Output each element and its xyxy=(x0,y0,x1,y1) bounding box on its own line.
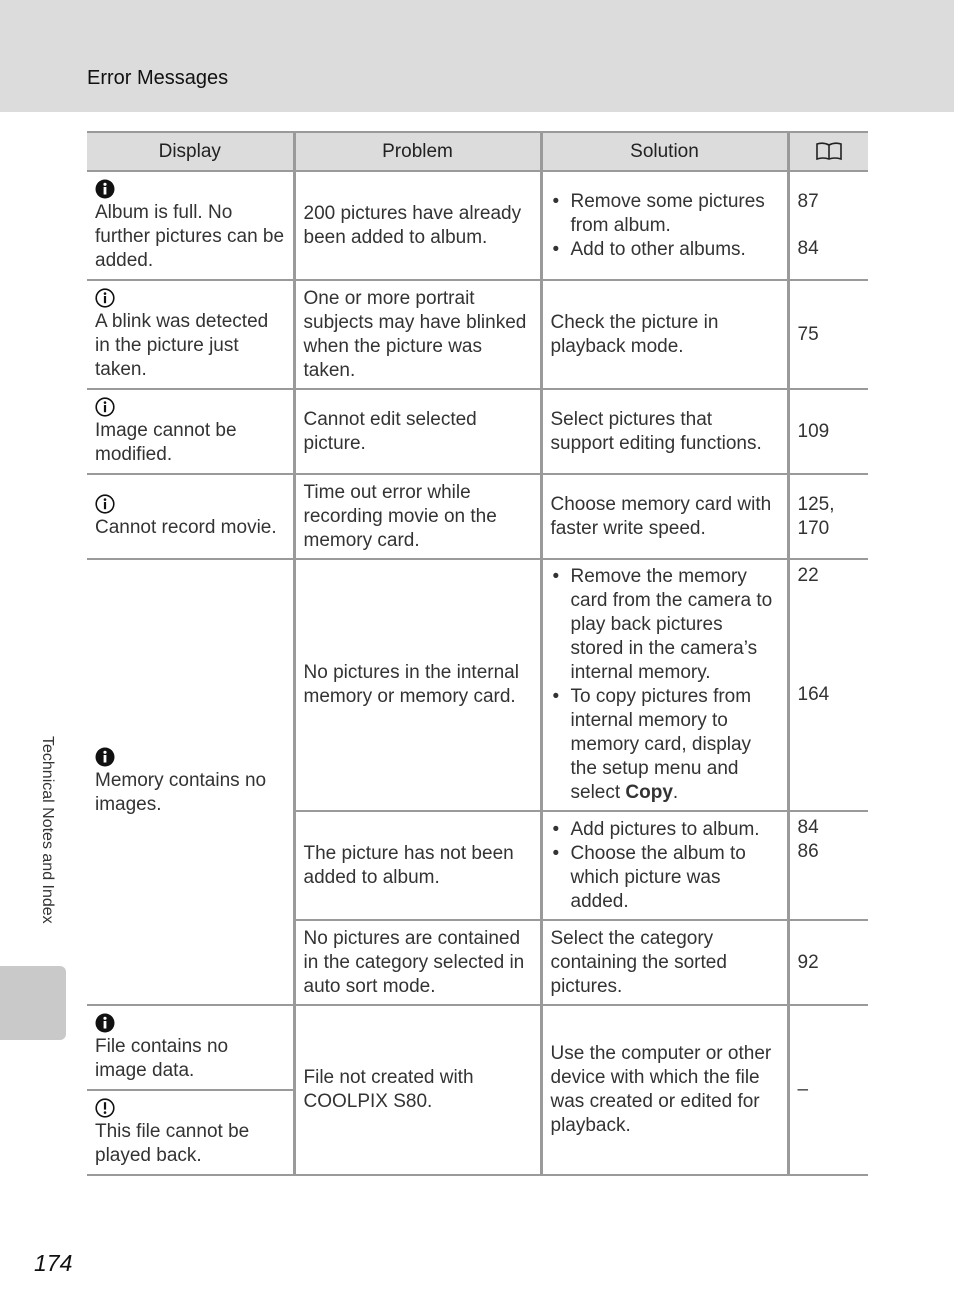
page-reference: 87 xyxy=(797,191,819,212)
problem-cell: File not created with COOLPIX S80. xyxy=(294,1005,541,1175)
section-tab xyxy=(0,966,66,1040)
display-text: Image cannot be modified. xyxy=(95,419,237,465)
header-band xyxy=(0,0,954,112)
problem-cell: No pictures in the internal memory or memory card. xyxy=(294,559,541,811)
display-cell xyxy=(87,280,294,389)
info-outline-icon xyxy=(95,288,115,308)
display-cell xyxy=(87,1090,294,1175)
display-cell xyxy=(87,559,294,1005)
solution-cell xyxy=(541,811,788,920)
problem-cell: No pictures are contained in the category selected in auto sort mode. xyxy=(294,920,541,1005)
page-number: 174 xyxy=(34,1250,73,1276)
display-cell xyxy=(87,1005,294,1090)
solution-bullet: • Remove some pictures from album. xyxy=(551,190,779,238)
table-row xyxy=(87,171,868,280)
display-text: A blink was detected in the picture just taken. xyxy=(95,310,269,380)
solution-bullet: • Add to other albums. xyxy=(551,238,779,262)
solution-cell: Use the computer or other device with which the file was created or edited for playback. xyxy=(541,1005,788,1175)
solution-cell: Select the category containing the sorted pictures. xyxy=(541,920,788,1005)
solution-bullet: • Remove the memory card from the camera to play back pictures stored in the camera’s internal memory. xyxy=(551,565,779,685)
display-text: Album is full. No further pictures can be added. xyxy=(95,201,285,271)
info-solid-icon xyxy=(95,747,115,767)
info-outline-icon xyxy=(95,494,115,514)
error-messages-table xyxy=(87,131,868,1176)
reference-cell: 109 xyxy=(788,389,868,474)
table-row xyxy=(87,1005,868,1090)
column-header-solution: Solution xyxy=(541,132,788,171)
table-row xyxy=(87,474,868,559)
solution-cell xyxy=(541,171,788,280)
section-side-label: Technical Notes and Index xyxy=(39,736,56,924)
page-reference: 86 xyxy=(797,841,819,862)
column-header-problem: Problem xyxy=(294,132,541,171)
problem-cell: Time out error while recording movie on the memory card. xyxy=(294,474,541,559)
problem-cell: The picture has not been added to album. xyxy=(294,811,541,920)
info-solid-icon xyxy=(95,179,115,199)
reference-cell xyxy=(788,559,868,811)
solution-cell: Check the picture in playback mode. xyxy=(541,280,788,389)
display-text: This file cannot be played back. xyxy=(95,1120,250,1166)
problem-cell: Cannot edit selected picture. xyxy=(294,389,541,474)
page-reference: 84 xyxy=(797,817,819,838)
table-row xyxy=(87,280,868,389)
section-title: Error Messages xyxy=(87,67,229,89)
reference-cell: 125, 170 xyxy=(788,474,868,559)
column-header-reference xyxy=(788,132,868,171)
table-row xyxy=(87,389,868,474)
solution-bullet: • To copy pictures from internal memory to memory card, display the setup menu and select Copy. xyxy=(551,685,779,805)
book-icon xyxy=(815,141,843,161)
display-cell xyxy=(87,389,294,474)
display-text: File contains no image data. xyxy=(95,1035,229,1081)
info-solid-icon xyxy=(95,1013,115,1033)
copy-menu-label: Copy xyxy=(625,782,673,803)
display-cell xyxy=(87,171,294,280)
info-outline-icon xyxy=(95,397,115,417)
reference-cell: – xyxy=(788,1005,868,1175)
display-text: Memory contains no images. xyxy=(95,770,267,815)
solution-bullet: • Choose the album to which picture was added. xyxy=(551,842,779,914)
warning-outline-icon xyxy=(95,1098,115,1118)
reference-cell: 92 xyxy=(788,920,868,1005)
table-header-row xyxy=(87,132,868,171)
page-reference: 22 xyxy=(797,565,819,586)
table-row xyxy=(87,559,868,811)
page-reference: 164 xyxy=(797,684,830,705)
page-reference: 84 xyxy=(797,238,819,259)
reference-cell xyxy=(788,171,868,280)
solution-cell xyxy=(541,559,788,811)
solution-bullet: • Add pictures to album. xyxy=(551,818,779,842)
solution-cell: Select pictures that support editing functions. xyxy=(541,389,788,474)
problem-cell: One or more portrait subjects may have blinked when the picture was taken. xyxy=(294,280,541,389)
problem-cell: 200 pictures have already been added to album. xyxy=(294,171,541,280)
column-header-display: Display xyxy=(87,132,294,171)
reference-cell: 75 xyxy=(788,280,868,389)
display-text: Cannot record movie. xyxy=(95,516,277,538)
reference-cell xyxy=(788,811,868,920)
display-cell xyxy=(87,474,294,559)
solution-cell: Choose memory card with faster write speed. xyxy=(541,474,788,559)
